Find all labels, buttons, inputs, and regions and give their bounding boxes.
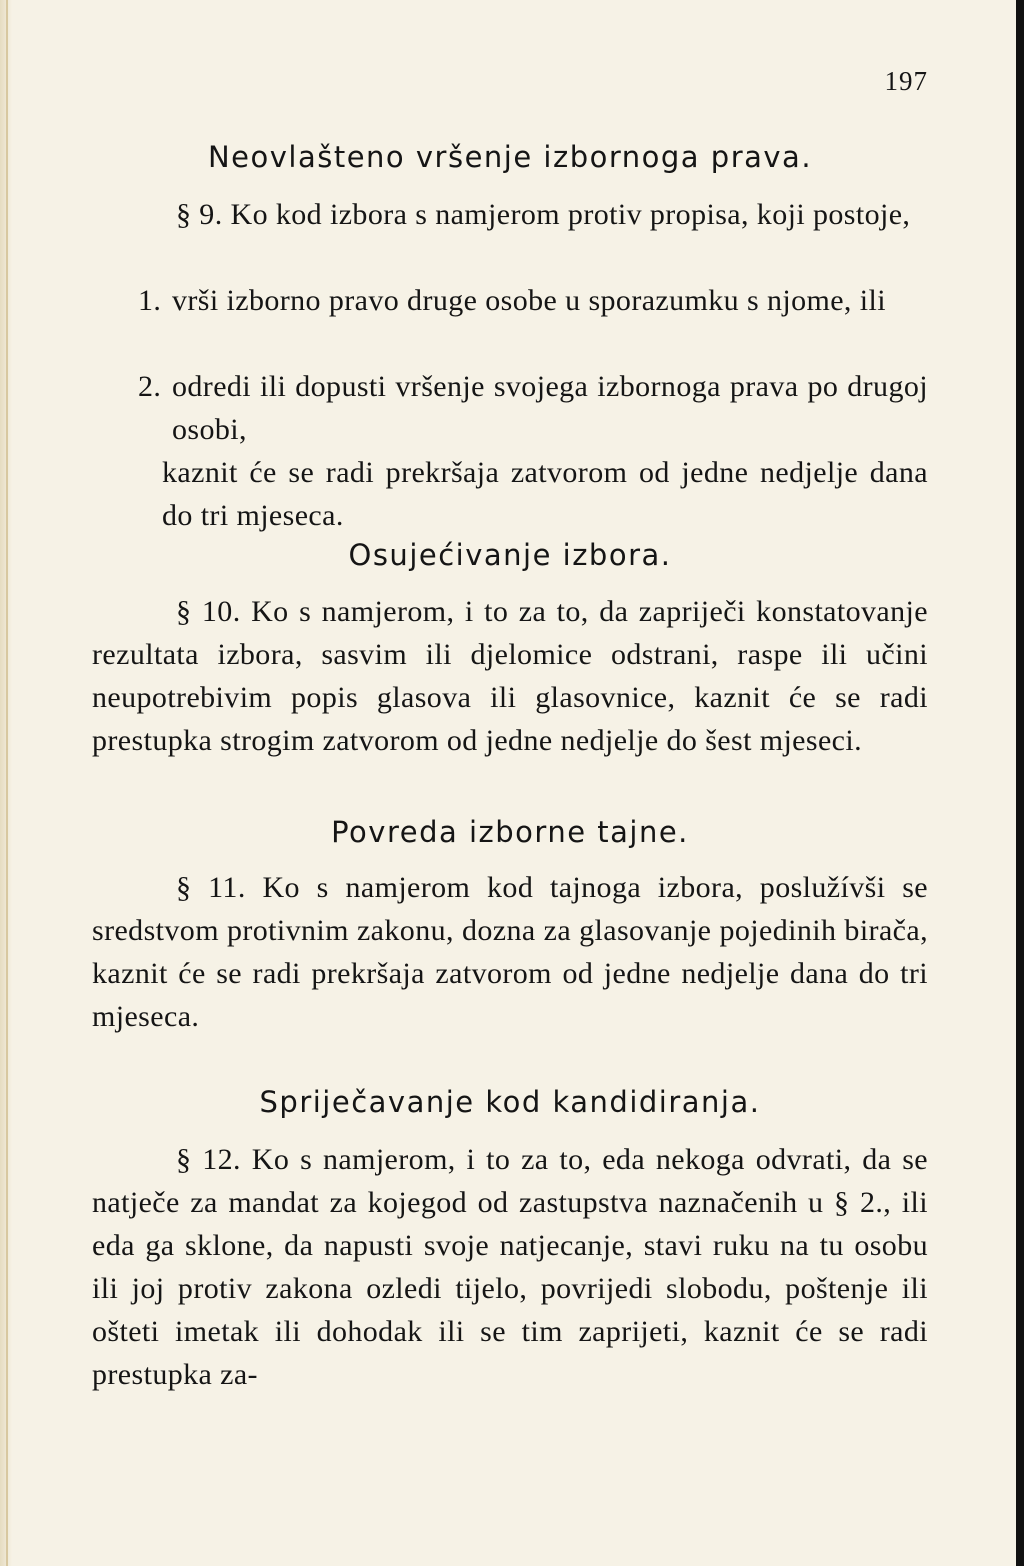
section-heading-1: Neovlašteno vršenje izbornoga prava.: [207, 140, 813, 174]
paragraph-11: § 11. Ko s namjerom kod tajnoga izbora, poslužívši se sredstvom protivnim zakonu, dozna za glasovanje pojedinih birača, kaznit će se radi prekršaja zatvorom od jedne nedjelje dana do tri mjeseca.: [92, 871, 928, 1033]
book-page: [92, 0, 928, 1566]
list-item-number: 1.: [138, 284, 162, 317]
list-item-text: vrši izborno pravo druge osobe u sporazumku s njome, ili: [172, 284, 886, 317]
section-heading-3: Povreda izborne tajne.: [331, 815, 689, 849]
paragraph-10: § 10. Ko s namjerom, i to za to, da zapriječi konstatovanje rezultata izbora, sasvim ili djelomice odstrani, raspe ili učini neupotrebivim popis glasova ili glasovnice, kaznit će se radi prestupka strogim zatvorom od jedne nedjelje do šest mjeseci.: [92, 595, 928, 757]
list-item-number: 2.: [138, 370, 162, 403]
paragraph-9-intro: § 9. Ko kod izbora s namjerom protiv propisa, koji postoje,: [176, 198, 911, 231]
paragraph-9-conclusion: kaznit će se radi prekršaja zatvorom od jedne nedjelje dana do tri mjeseca.: [162, 456, 928, 532]
section-heading-4: Spriječavanje kod kandidiranja.: [259, 1085, 761, 1119]
section-heading-2: Osujećivanje izbora.: [348, 538, 672, 572]
page-number: 197: [884, 66, 928, 96]
page-fold-line: [6, 0, 8, 1566]
paragraph-12: § 12. Ko s namjerom, i to za to, eda nekoga odvrati, da se natječe za mandat za kojegod od zastupstva naznačenih u § 2., ili eda ga sklone, da napusti svoje natjecanje, stavi ruku na tu osobu ili joj protiv zakona ozledi tijelo, povrijedi slobodu, poštenje ili ošteti imetak ili dohodak ili se tim zaprijeti, kaznit će se radi prestupka za-: [92, 1143, 928, 1391]
page-right-edge: [1016, 0, 1024, 1566]
list-item-text: odredi ili dopusti vršenje svojega izbornoga prava po drugoj osobi,: [172, 370, 928, 446]
